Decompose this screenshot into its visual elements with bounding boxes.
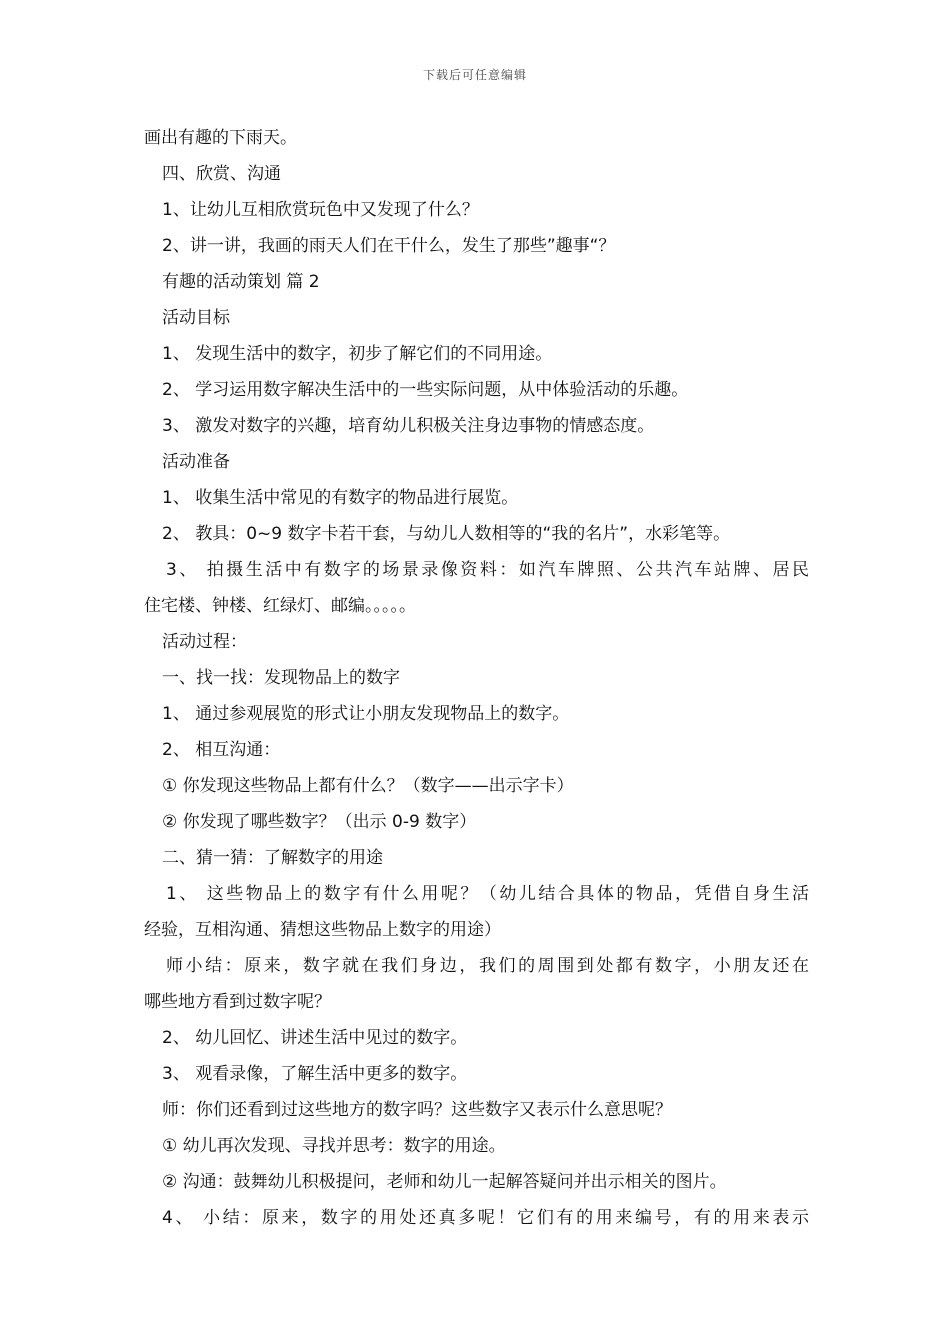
list-item: ② 沟通：鼓舞幼儿积极提问，老师和幼儿一起解答疑问并出示相关的图片。 [162,1172,727,1192]
list-item: 1、 通过参观展览的形式让小朋友发现物品上的数字。 [162,704,570,724]
list-item: 4、 小结：原来，数字的用处还真多呢！它们有的用来编号，有的用来表示 [162,1208,809,1228]
list-item: ① 你发现这些物品上都有什么？（数字——出示字卡） [162,776,574,796]
list-item: 1、 发现生活中的数字，初步了解它们的不同用途。 [162,344,553,364]
paragraph-line: 师小结：原来，数字就在我们身边，我们的周围到处都有数字，小朋友还在 [166,956,809,976]
section-heading: 一、找一找：发现物品上的数字 [162,668,400,688]
paragraph-line: 画出有趣的下雨天。 [144,128,297,148]
list-item: ① 幼儿再次发现、寻找并思考：数字的用途。 [162,1136,506,1156]
list-item: 2、 学习运用数字解决生活中的一些实际问题，从中体验活动的乐趣。 [162,380,689,400]
section-heading: 二、猜一猜：了解数字的用途 [162,848,383,868]
list-item: ② 你发现了哪些数字？（出示 0-9 数字） [162,812,477,832]
paragraph-line: 经验，互相沟通、猜想这些物品上数字的用途） [144,920,501,940]
document-body [144,120,809,1236]
list-item: 3、 观看录像，了解生活中更多的数字。 [162,1064,468,1084]
paragraph-line: 住宅楼、钟楼、红绿灯、邮编。。。。。 [144,596,416,616]
paragraph-line: 1、让幼儿互相欣赏玩色中又发现了什么？ [162,200,479,220]
paragraph-line: 师：你们还看到过这些地方的数字吗？这些数字又表示什么意思呢？ [162,1100,672,1120]
list-item: 3、 拍摄生活中有数字的场景录像资料：如汽车牌照、公共汽车站牌、居民 [166,560,809,580]
section-heading: 有趣的活动策划 篇 2 [162,272,320,292]
paragraph-line: 哪些地方看到过数字呢？ [144,992,331,1012]
section-heading: 活动过程： [162,632,247,652]
page-header: 下载后可任意编辑 [422,68,527,82]
list-item: 2、 教具：0~9 数字卡若干套，与幼儿人数相等的“我的名片”，水彩笔等。 [162,524,731,544]
list-item: 2、 相互沟通： [162,740,281,760]
list-item: 1、 这些物品上的数字有什么用呢？（幼儿结合具体的物品，凭借自身生活 [166,884,809,904]
section-heading: 活动目标 [162,308,230,328]
section-heading: 活动准备 [162,452,230,472]
list-item: 2、 幼儿回忆、讲述生活中见过的数字。 [162,1028,468,1048]
list-item: 1、 收集生活中常见的有数字的物品进行展览。 [162,488,519,508]
section-heading: 四、欣赏、沟通 [162,164,281,184]
paragraph-line: 2、讲一讲，我画的雨天人们在干什么，发生了那些”趣事“？ [162,236,616,256]
list-item: 3、 激发对数字的兴趣，培育幼儿积极关注身边事物的情感态度。 [162,416,655,436]
